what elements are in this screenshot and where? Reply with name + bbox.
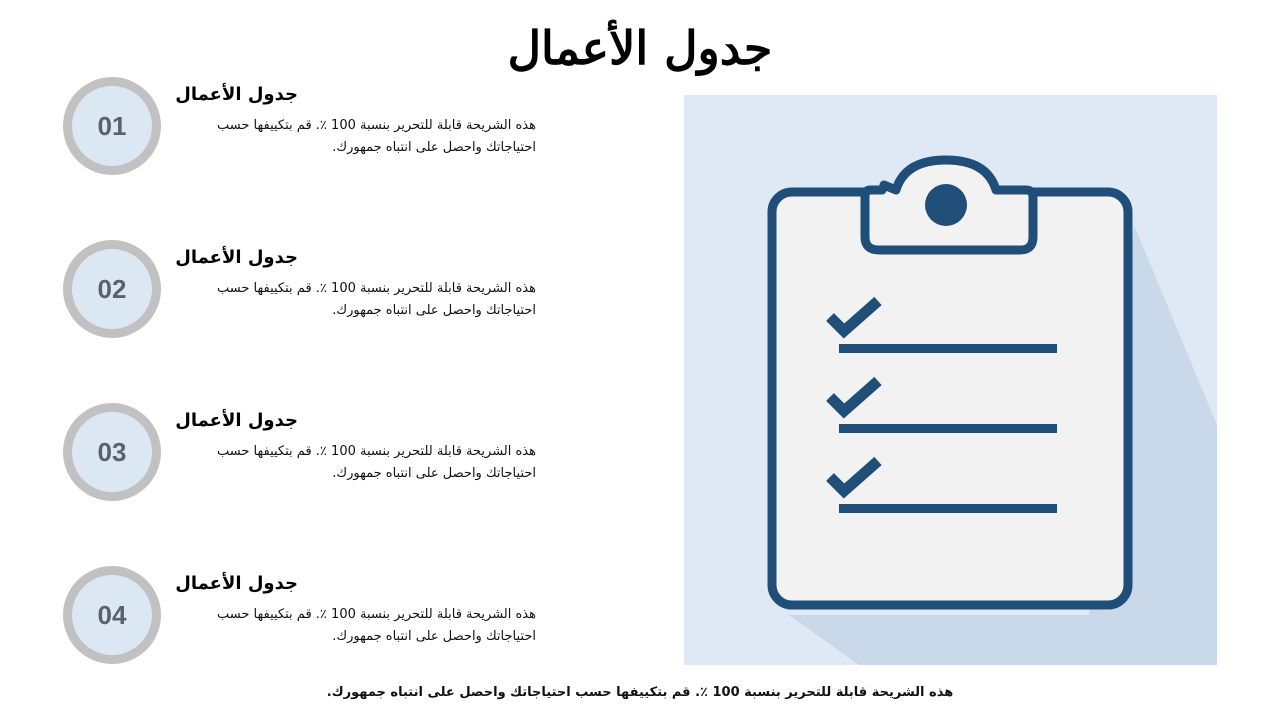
agenda-item (0, 566, 600, 676)
agenda-number-badge: 01 (63, 77, 161, 175)
agenda-item-text: هذه الشريحة قابلة للتحرير بنسبة 100 ٪. قم بتكييفها حسب احتياجاتك واحصل على انتباه جمهورك. (217, 281, 536, 318)
agenda-item (0, 403, 600, 513)
clip-hole (925, 184, 967, 226)
agenda-item-text: هذه الشريحة قابلة للتحرير بنسبة 100 ٪. قم بتكييفها حسب احتياجاتك واحصل على انتباه جمهورك. (217, 444, 536, 481)
clipboard-checklist-icon (684, 95, 1217, 665)
agenda-item-text: هذه الشريحة قابلة للتحرير بنسبة 100 ٪. قم بتكييفها حسب احتياجاتك واحصل على انتباه جمهورك. (217, 607, 536, 644)
agenda-item (0, 77, 600, 187)
slide-title: جدول الأعمال (507, 21, 773, 75)
agenda-item-title: جدول الأعمال (175, 410, 298, 431)
agenda-number-badge: 03 (63, 403, 161, 501)
checklist-line (839, 344, 1057, 353)
agenda-number-badge: 02 (63, 240, 161, 338)
footer-text: هذه الشريحة قابلة للتحرير بنسبة 100 ٪. قم بتكييفها حسب احتياجاتك واحصل على انتباه جمهورك. (326, 685, 954, 700)
agenda-item-title: جدول الأعمال (175, 247, 298, 268)
agenda-item-title: جدول الأعمال (175, 84, 298, 105)
agenda-number-badge: 04 (63, 566, 161, 664)
agenda-item-text: هذه الشريحة قابلة للتحرير بنسبة 100 ٪. قم بتكييفها حسب احتياجاتك واحصل على انتباه جمهورك. (217, 118, 536, 155)
agenda-item (0, 240, 600, 350)
checklist-line (839, 504, 1057, 513)
illustration-panel (684, 95, 1217, 665)
agenda-item-title: جدول الأعمال (175, 573, 298, 594)
checklist-line (839, 424, 1057, 433)
